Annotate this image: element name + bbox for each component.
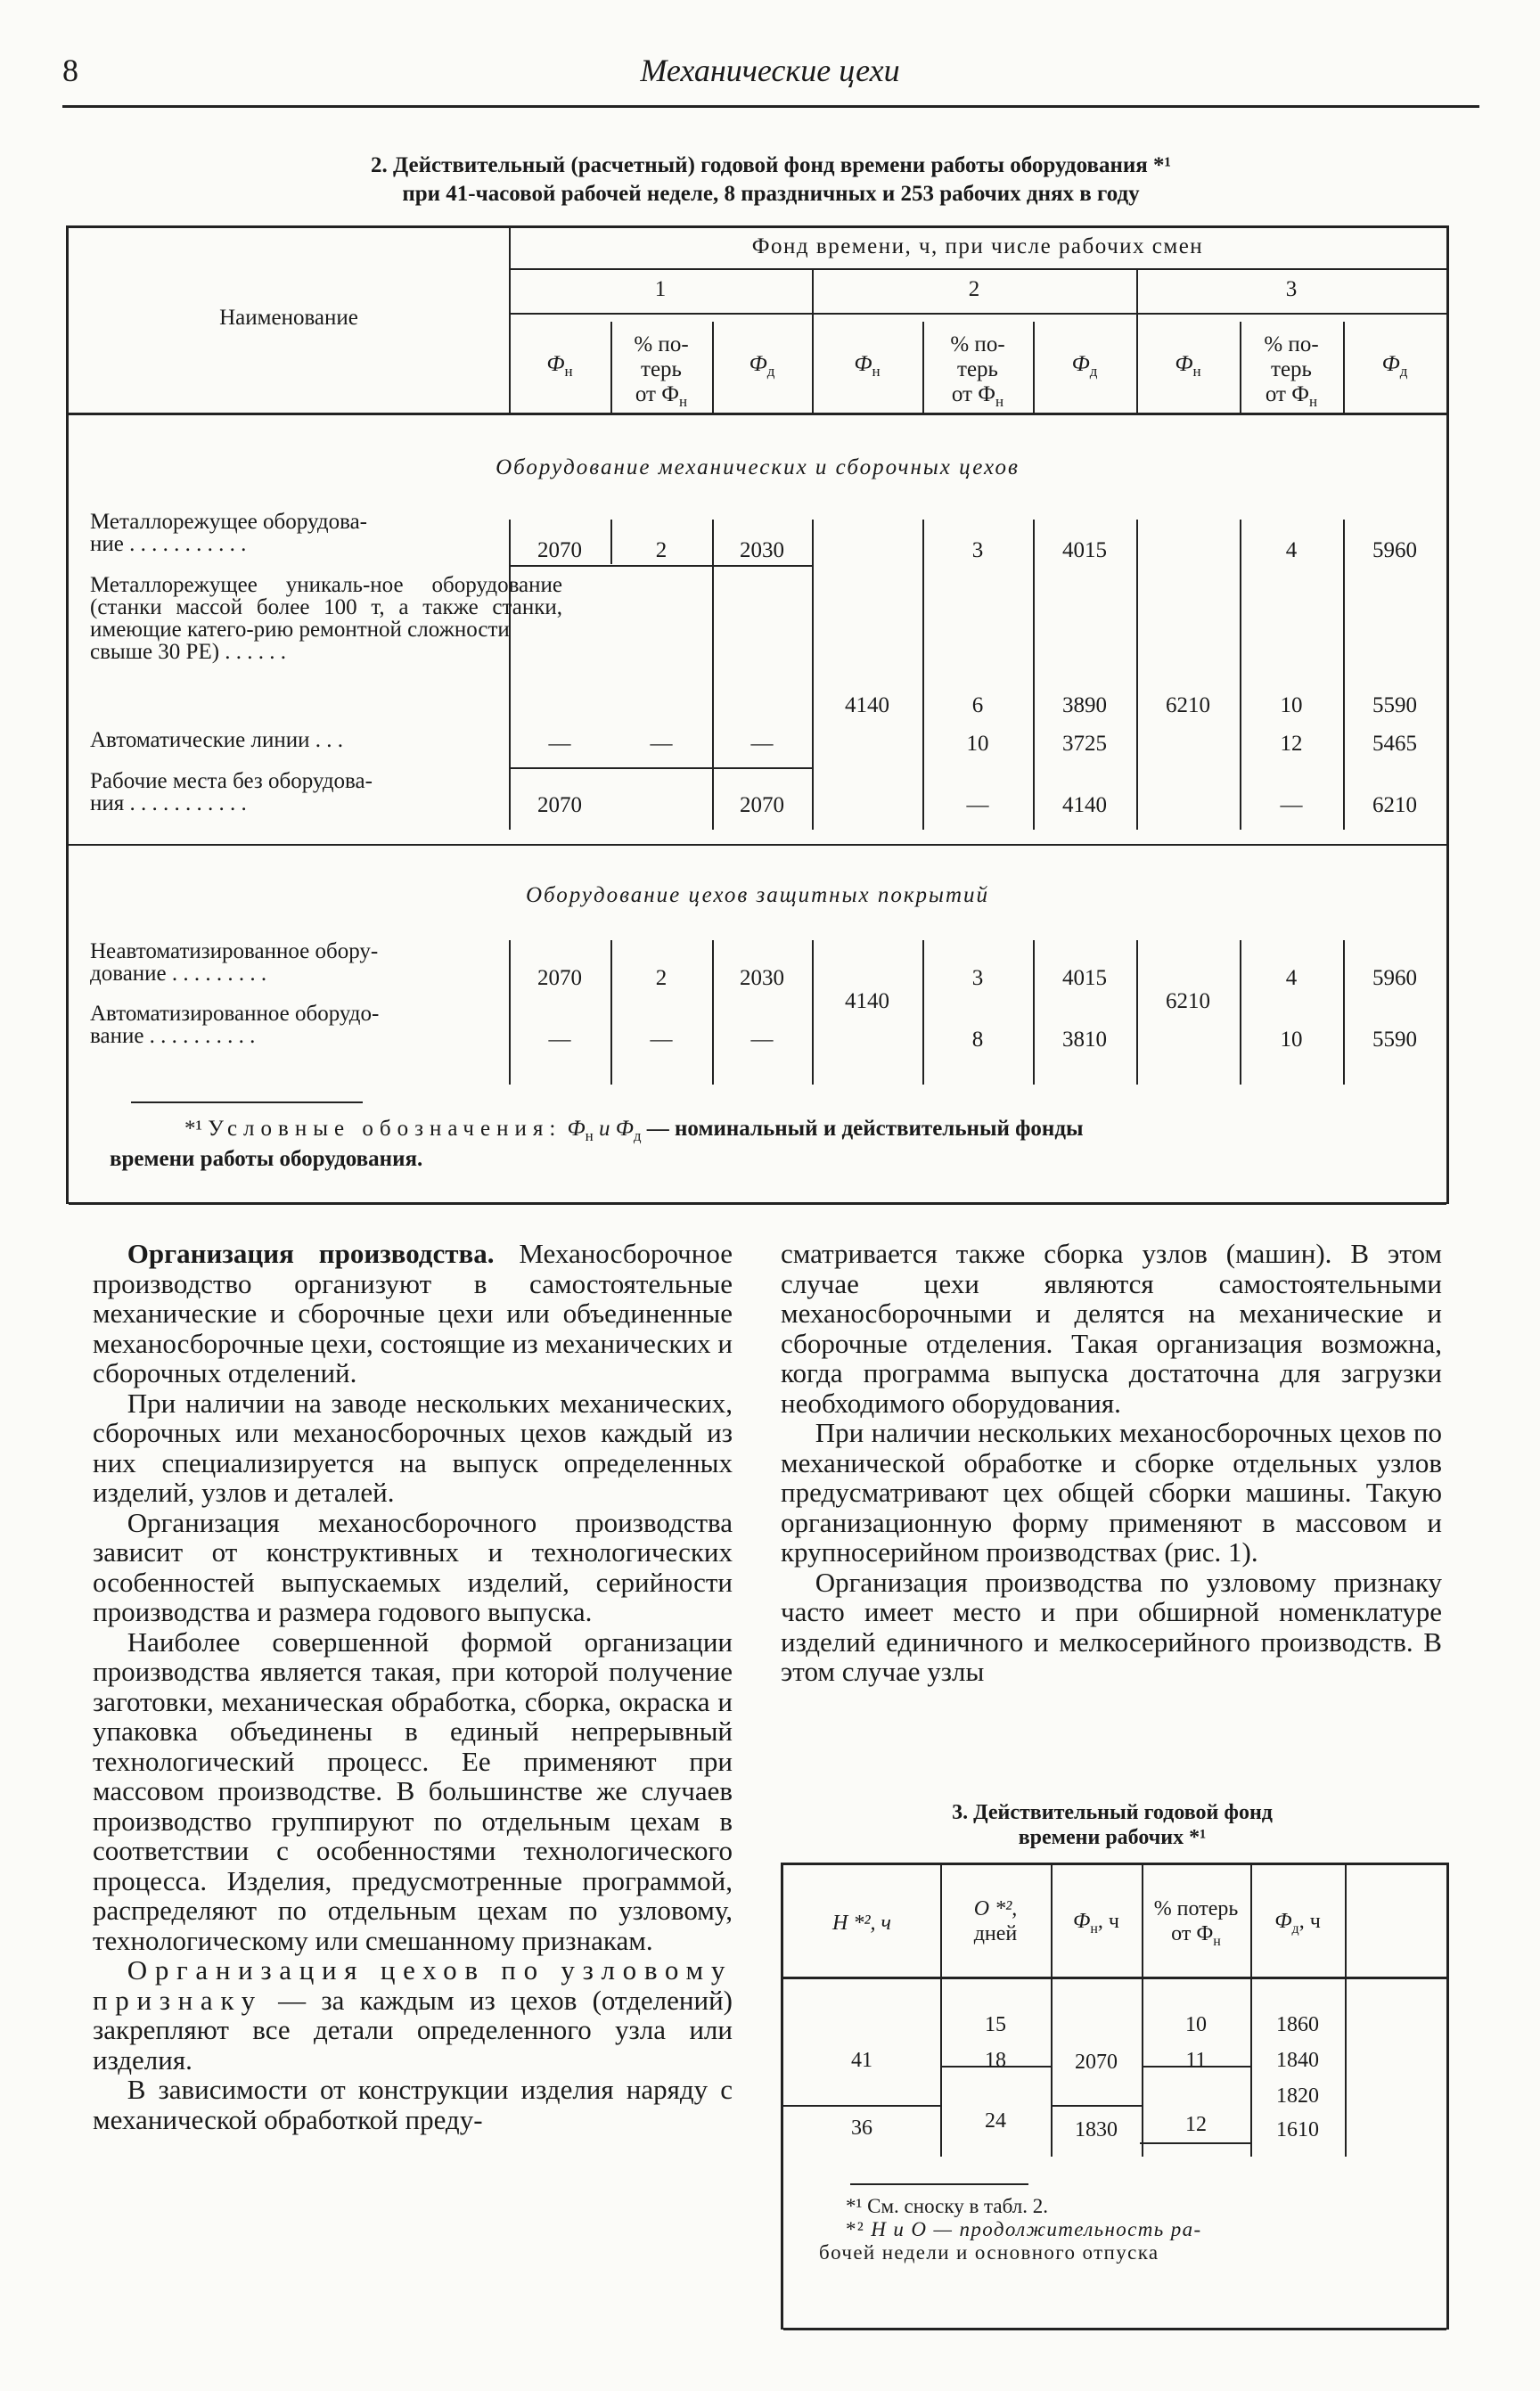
- t3-fd-1840: 1840: [1276, 2049, 1319, 2072]
- left-column: [93, 1239, 733, 2134]
- t3-loss-10: 10: [1185, 2013, 1207, 2036]
- cell: 6210: [1166, 693, 1210, 717]
- sub-fd-2: $Ф_д$: [1071, 352, 1098, 380]
- paragraph: Наиболее совершенной формой организации производства является такая, при которой получение заготовки, механическая обработка, сборка, окраска и упаковка объединены в единый непрерывный технологический процесс. Ее применяют при массовом производстве. В большинстве же случаев производство группируют по отдельным цехам в соответствии с особенностями технологического процесса. Изделия, предусмотренные программой, распределяют по отдельным цехам по узловому, технологическому или смешанному признакам.: [93, 1625, 733, 1956]
- cell: —: [750, 1028, 774, 1052]
- table2-caption-line2: при 41-часовой рабочей неделе, 8 праздничных и 253 рабочих днях в году: [402, 182, 1140, 206]
- cell: 3810: [1062, 1028, 1107, 1052]
- cell: 2030: [740, 966, 784, 990]
- cell: 6: [971, 693, 984, 717]
- row-name-unique-equipment: Металлорежущее уникаль-ное оборудование (станки массой более 100 т, а также станки, имеющие катего-рию ремонтной сложности свыше 30 РЕ) . . . . . .: [90, 573, 562, 664]
- cell: 4: [1285, 538, 1298, 562]
- section-title-coatings: Оборудование цехов защитных покрытий: [525, 883, 990, 907]
- sub-fd-3: $Ф_д$: [1381, 352, 1408, 380]
- t3-col-h: Н *², ч: [832, 1912, 891, 1935]
- cell: 4: [1285, 966, 1298, 990]
- t3-col-loss: % потерь от $Ф_н$: [1153, 1897, 1239, 1949]
- paragraph: Организация производства по узловому признаку часто имеет место и при обширной номенклатуре изделий единичного и мелкосерийного производств. В этом случае узлы: [781, 1566, 1442, 1687]
- cell: 3: [971, 966, 984, 990]
- cell: 4015: [1062, 538, 1107, 562]
- cell: 2: [655, 966, 668, 990]
- table2: [66, 225, 1449, 1204]
- table3-caption-line1: 3. Действительный годовой фонд: [952, 1801, 1273, 1824]
- cell: 2070: [740, 793, 784, 817]
- running-title: Механические цехи: [640, 53, 900, 88]
- t3-fd-1610: 1610: [1276, 2118, 1319, 2141]
- row-name-non-automated: Неавтоматизированное обору- дование . . . . . . . . .: [90, 939, 379, 986]
- cell: 2070: [537, 966, 582, 990]
- cell: 3725: [1062, 732, 1107, 756]
- table3-caption-line2: времени рабочих *¹: [1018, 1826, 1207, 1849]
- cell: 2: [655, 538, 668, 562]
- cell: —: [650, 1028, 673, 1052]
- row-name-workplaces: Рабочие места без оборудова- ния . . . . . . . . . . .: [90, 769, 373, 815]
- cell: 3890: [1062, 693, 1107, 717]
- sub-loss-3: % по- терь от $Ф_н$: [1264, 332, 1319, 410]
- cell: 4140: [845, 989, 889, 1013]
- cell: —: [966, 793, 989, 817]
- cell: 10: [1280, 693, 1303, 717]
- t3-col-fn: $Ф_н$, ч: [1073, 1910, 1119, 1937]
- cell: 6210: [1166, 989, 1210, 1013]
- section-title-mechanical: Оборудование механических и сборочных цехов: [496, 455, 1020, 479]
- table3: [781, 1863, 1449, 2330]
- cell: 10: [1280, 1028, 1303, 1052]
- cell: 3: [971, 538, 984, 562]
- sub-loss-1: % по- терь от $Ф_н$: [634, 332, 689, 410]
- t3-o-24: 24: [985, 2109, 1006, 2133]
- row-name-metal-cutting: Металлорежущее оборудова- ние . . . . . . . . . . .: [90, 510, 367, 556]
- shift-2-header: 2: [968, 277, 980, 301]
- paragraph: Организация цехов по узловому признаку — за каждым из цехов (отделений) закрепляют все детали определенного узла или изделия.: [93, 1954, 733, 2076]
- row-name-automated: Автоматизированное оборудо- вание . . . . . . . . . .: [90, 1002, 380, 1048]
- t3-fd-1860: 1860: [1276, 2013, 1319, 2036]
- t3-loss-12: 12: [1185, 2113, 1207, 2136]
- cell: —: [1280, 793, 1303, 817]
- paragraph: В зависимости от конструкции изделия наряду с механической обработкой преду-: [93, 2074, 733, 2135]
- paragraph: Организация механосборочного производства зависит от конструктивных и технологических особенностей выпускаемых изделий, серийности производства и размера годового выпуска.: [93, 1506, 733, 1627]
- cell: 2070: [537, 538, 582, 562]
- col-name-header: Наименование: [219, 306, 358, 330]
- cell: —: [548, 732, 571, 756]
- right-column: [781, 1239, 1442, 1687]
- cell: 2030: [740, 538, 784, 562]
- cell: 4140: [845, 693, 889, 717]
- sub-loss-2: % по- терь от $Ф_н$: [950, 332, 1005, 410]
- t3-col-fd: $Ф_д$, ч: [1274, 1910, 1321, 1937]
- t3-footnote-2-line2: бочей недели и основного отпуска: [819, 2241, 1159, 2264]
- paragraph: Организация производства. Механосборочное производство организуют в самостоятельные механические и сборочные цехи или объединенные механосборочные цехи, состоящие из механических и сборочных отделений.: [93, 1238, 733, 1388]
- t3-h-41: 41: [851, 2049, 872, 2072]
- paragraph: При наличии на заводе нескольких механических, сборочных или механосборочных цехов каждый из них специализируется на выпуск определенных изделий, узлов и деталей.: [93, 1387, 733, 1508]
- table2-footnote-line2: времени работы оборудования.: [110, 1147, 423, 1171]
- cell: 10: [966, 732, 989, 756]
- cell: 5960: [1372, 538, 1417, 562]
- page-number: 8: [62, 53, 78, 88]
- sub-fn-3: $Ф_н$: [1175, 352, 1201, 380]
- cell: 5465: [1372, 732, 1417, 756]
- cell: —: [750, 732, 774, 756]
- t3-loss-11: 11: [1185, 2049, 1207, 2072]
- cell: 12: [1280, 732, 1303, 756]
- cell: 6210: [1372, 793, 1417, 817]
- t3-footnote-1: *¹ См. сноску в табл. 2.: [846, 2195, 1048, 2217]
- cell: 4140: [1062, 793, 1107, 817]
- table2-footnote: *¹ Условные обозначения: $Ф_н$ и $Ф_д$ — номинальный и действительный фонды: [184, 1117, 1084, 1144]
- header-rule: [62, 105, 1479, 108]
- row-name-automatic-lines: Автоматические линии . . .: [90, 728, 344, 752]
- shift-3-header: 3: [1285, 277, 1298, 301]
- group-header: Фонд времени, ч, при числе рабочих смен: [751, 234, 1204, 258]
- t3-o-18: 18: [985, 2049, 1006, 2072]
- cell: —: [548, 1028, 571, 1052]
- cell: 2070: [537, 793, 582, 817]
- t3-col-o: О *², дней: [973, 1897, 1018, 1945]
- cell: 5590: [1372, 1028, 1417, 1052]
- t3-h-36: 36: [851, 2117, 872, 2140]
- cell: 8: [971, 1028, 984, 1052]
- table2-caption-line1: 2. Действительный (расчетный) годовой фонд времени работы оборудования *¹: [370, 153, 1172, 177]
- cell: 5590: [1372, 693, 1417, 717]
- sub-fn-1: $Ф_н$: [546, 352, 573, 380]
- t3-fd-1820: 1820: [1276, 2084, 1319, 2108]
- cell: —: [650, 732, 673, 756]
- shift-1-header: 1: [654, 277, 667, 301]
- paragraph: сматривается также сборка узлов (машин). В этом случае цехи являются самостоятельными механосборочными и делятся на механические и сборочные отделения. Такая организация возможна, когда программа выпуска достаточна для загрузки необходимого оборудования.: [781, 1238, 1442, 1419]
- sub-fn-2: $Ф_н$: [854, 352, 881, 380]
- t3-fn-2070: 2070: [1075, 2051, 1118, 2074]
- t3-fn-1830: 1830: [1075, 2118, 1118, 2141]
- sub-fd-1: $Ф_д$: [749, 352, 775, 380]
- cell: 5960: [1372, 966, 1417, 990]
- cell: 4015: [1062, 966, 1107, 990]
- t3-o-15: 15: [985, 2013, 1006, 2036]
- paragraph: При наличии нескольких механосборочных цехов по механической обработке и сборке отдельных узлов предусматривают цех общей сборки машины. Такую организационную форму применяют в массовом и крупносерийном производствах (рис. 1).: [781, 1417, 1442, 1568]
- t3-footnote-2: *² Н и О — продолжительность ра-: [846, 2218, 1202, 2240]
